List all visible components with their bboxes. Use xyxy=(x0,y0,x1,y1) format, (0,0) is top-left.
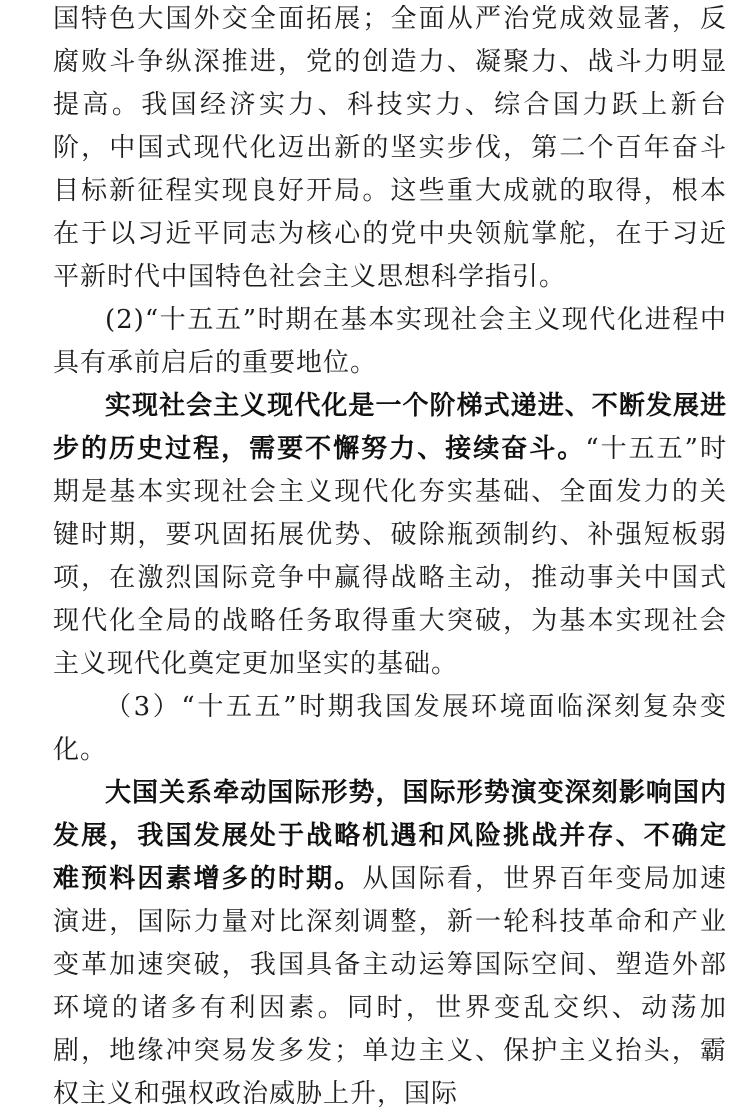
paragraph-3 xyxy=(53,772,727,1116)
paragraph-3-text: 从国际看，世界百年变局加速演进，国际力量对比深刻调整，新一轮科技革命和产业变革加速突破，我国具备主动运筹国际空间、塑造外部环境的诸多有利因素。同时，世界变乱交织、动荡加剧，地缘冲突易发多发；单边主义、保护主义抬头，霸权主义和强权政治威胁上升，国际 xyxy=(53,864,727,1109)
section-heading-2-text: (2)“十五五”时期在基本实现社会主义现代化进程中具有承前启后的重要地位。 xyxy=(53,305,727,378)
paragraph-1-text: 国特色大国外交全面拓展；全面从严治党成效显著，反腐败斗争纵深推进，党的创造力、凝聚力、战斗力明显提高。我国经济实力、科技实力、综合国力跃上新台阶，中国式现代化迈出新的坚实步伐，第二个百年奋斗目标新征程实现良好开局。这些重大成就的取得，根本在于以习近平同志为核心的党中央领航掌舵，在于习近平新时代中国特色社会主义思想科学指引。 xyxy=(53,4,727,292)
paragraph-2-text: “十五五”时期是基本实现社会主义现代化夯实基础、全面发力的关键时期，要巩固拓展优势、破除瓶颈制约、补强短板弱项，在激烈国际竞争中赢得战略主动，推动事关中国式现代化全局的战略任务取得重大突破，为基本实现社会主义现代化奠定更加坚实的基础。 xyxy=(53,434,727,679)
section-heading-3 xyxy=(53,686,727,772)
paragraph-3-lead: 大国关系牵动国际形势，国际形势演变深刻影响国内发展，我国发展处于战略机遇和风险挑战并存、不确定难预料因素增多的时期。 xyxy=(53,778,727,894)
section-heading-2 xyxy=(53,299,727,385)
section-heading-3-text: （3）“十五五”时期我国发展环境面临深刻复杂变化。 xyxy=(53,692,727,765)
paragraph-1 xyxy=(53,0,727,299)
paragraph-2-lead: 实现社会主义现代化是一个阶梯式递进、不断发展进步的历史过程，需要不懈努力、接续奋斗。 xyxy=(53,391,727,464)
paragraph-2 xyxy=(53,385,727,686)
